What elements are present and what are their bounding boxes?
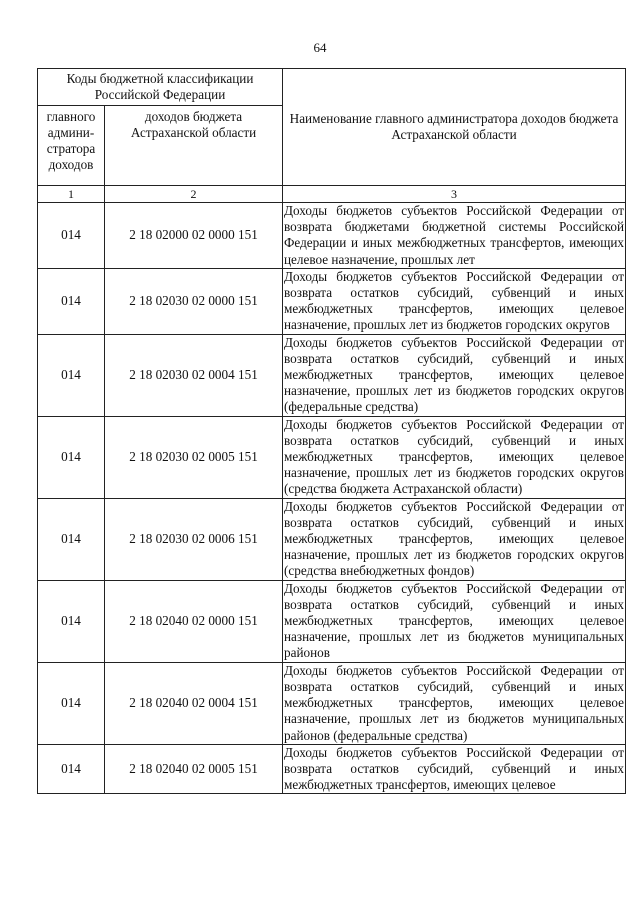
table-row [38,744,626,794]
revenue-code-cell: 2 18 02030 02 0005 151 [105,416,283,498]
column-number-3: 3 [283,186,626,203]
revenue-code-cell: 2 18 02030 02 0000 151 [105,268,283,334]
table-row [38,498,626,580]
revenue-code-cell: 2 18 02030 02 0004 151 [105,334,283,416]
revenue-name-cell: Доходы бюджетов субъектов Российской Федерации от возврата остатков субсидий, субвенций и иных межбюджетных трансфертов, имеющих целевое назначение, прошлых лет из бюджетов муниципальных районов [284,580,624,661]
admin-code-cell: 014 [38,662,105,744]
table-row [38,334,626,416]
admin-code-cell: 014 [38,580,105,662]
header-col2-revenue: доходов бюджета Астраханской области [105,106,283,186]
table-row [38,203,626,269]
revenue-code-cell: 2 18 02040 02 0005 151 [105,744,283,794]
admin-code-cell: 014 [38,203,105,269]
admin-code-cell: 014 [38,498,105,580]
revenue-code-cell: 2 18 02040 02 0000 151 [105,580,283,662]
revenue-name-cell: Доходы бюджетов субъектов Российской Федерации от возврата остатков субсидий, субвенций и иных межбюджетных трансфертов, имеющих целевое назначение, прошлых лет из бюджетов городских округов (федеральные средства) [284,334,624,415]
revenue-name-cell: Доходы бюджетов субъектов Российской Федерации от возврата остатков субсидий, субвенций и иных межбюджетных трансфертов, имеющих целевое назначение, прошлых лет из бюджетов городских округов (средства внебюджетных фондов) [284,498,624,579]
header-col3-name: Наименование главного администратора доходов бюджета Астраханской области [283,69,626,186]
column-number-2: 2 [105,186,283,203]
header-group-title: Коды бюджетной классификации Российской Федерации [38,69,283,106]
revenue-name-cell: Доходы бюджетов субъектов Российской Федерации от возврата остатков субсидий, субвенций и иных межбюджетных трансфертов, имеющих целевое [284,744,624,793]
budget-codes-table [37,68,626,794]
admin-code-cell: 014 [38,416,105,498]
revenue-name-cell: Доходы бюджетов субъектов Российской Федерации от возврата остатков субсидий, субвенций и иных межбюджетных трансфертов, имеющих целевое назначение, прошлых лет из бюджетов муниципальных районов (федеральные средства) [284,662,624,743]
table-row [38,268,626,334]
page-number: 64 [313,40,327,55]
revenue-code-cell: 2 18 02030 02 0006 151 [105,498,283,580]
column-number-1: 1 [38,186,105,203]
revenue-name-cell: Доходы бюджетов субъектов Российской Федерации от возврата остатков субсидий, субвенций и иных межбюджетных трансфертов, имеющих целевое назначение, прошлых лет из бюджетов городских округов [284,268,624,333]
revenue-name-cell: Доходы бюджетов субъектов Российской Федерации от возврата остатков субсидий, субвенций и иных межбюджетных трансфертов, имеющих целевое назначение, прошлых лет из бюджетов городских округов (средства бюджета Астраханской области) [284,416,624,497]
revenue-code-cell: 2 18 02040 02 0004 151 [105,662,283,744]
table-row [38,580,626,662]
revenue-name-cell: Доходы бюджетов субъектов Российской Федерации от возврата бюджетами бюджетной системы Российской Федерации и иных межбюджетных трансфертов, имеющих целевое назначение, прошлых лет [284,203,624,267]
revenue-code-cell: 2 18 02000 02 0000 151 [105,203,283,269]
admin-code-cell: 014 [38,268,105,334]
column-number-row [38,186,626,203]
admin-code-cell: 014 [38,334,105,416]
admin-code-cell: 014 [38,744,105,794]
header-col1-admin: главного админи-стратора доходов [38,106,105,186]
table-row [38,416,626,498]
table-row [38,662,626,744]
header-row-group [38,69,626,106]
